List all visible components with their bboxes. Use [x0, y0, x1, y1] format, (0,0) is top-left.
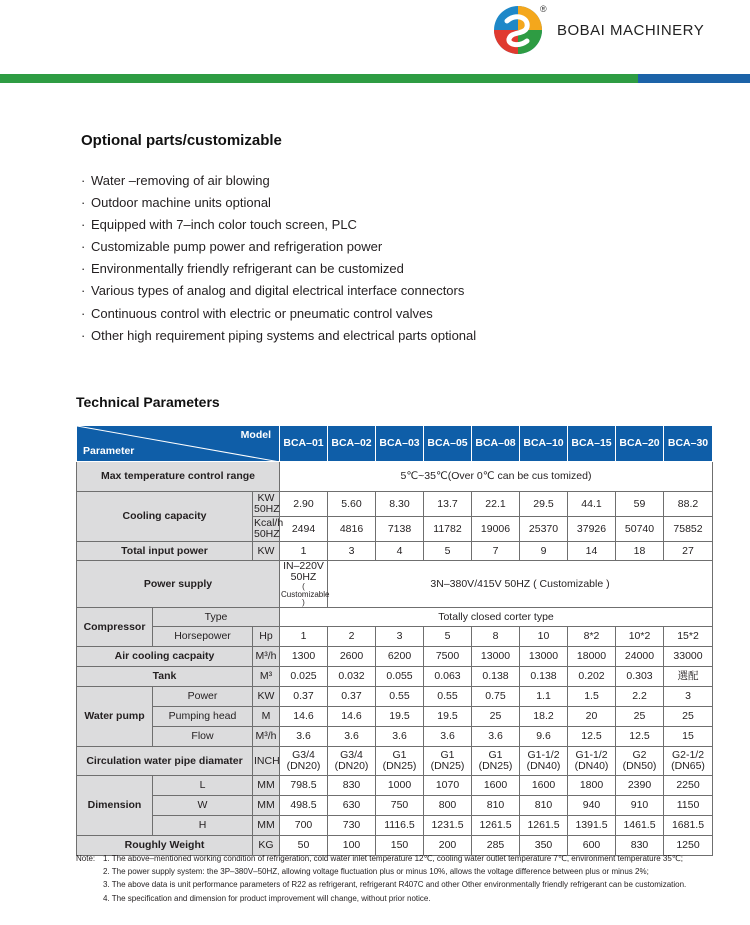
model-header-cell: BCA–03 [376, 426, 424, 462]
value-cell: 50740 [616, 517, 664, 542]
note-item: 2. The power supply system: the 3P–380V–50HZ, allowing voltage fluctuation plus or minus 10%, allows the voltage difference between plus or minus 2%; [103, 867, 649, 877]
optional-parts-title: Optional parts/customizable [81, 132, 282, 149]
row-label: Compressor [77, 608, 153, 647]
note-label: Note: [76, 854, 96, 863]
value-cell: 25 [664, 707, 713, 727]
compressor-type-row [77, 608, 713, 627]
value-cell: 19006 [472, 517, 520, 542]
note-item: 1. The above–mentioned working condition of refrigeration, cold water inlet temperature 12℃, cooling water outlet temperature 7℃, environment temperature 35℃; [103, 854, 684, 863]
value-cell: 19.5 [376, 707, 424, 727]
value-cell: 1681.5 [664, 816, 713, 836]
unit-cell: M³/h [253, 727, 280, 747]
value-cell: 0.75 [472, 687, 520, 707]
unit-cell: Kcal/h 50HZ [254, 517, 284, 540]
unit-cell: Hp [253, 627, 280, 647]
unit-cell: MM [253, 816, 280, 836]
list-item: · Other high requirement piping systems and electrical parts optional [81, 327, 477, 343]
value-cell: G1 (DN25) [376, 747, 424, 776]
value-cell: 1261.5 [472, 816, 520, 836]
value-cell: 14.6 [280, 707, 328, 727]
value-cell: G1 (DN25) [472, 747, 520, 776]
unit-cell: KW [253, 687, 280, 707]
tank-row [77, 667, 713, 687]
optional-parts-list [81, 172, 476, 349]
value-cell: G2-1/2 (DN65) [664, 747, 713, 776]
value-cell: 33000 [664, 647, 713, 667]
value-cell: 940 [568, 796, 616, 816]
input-power-row [77, 542, 713, 561]
value-cell: 100 [328, 836, 376, 856]
value-cell: 37926 [568, 517, 616, 542]
value-cell: 3N–380V/415V 50HZ ( Customizable ) [328, 561, 713, 608]
max-temp-row [77, 462, 713, 492]
value-cell: 13000 [520, 647, 568, 667]
value-cell: 1261.5 [520, 816, 568, 836]
value-cell: 7500 [424, 647, 472, 667]
value-cell: 1 [280, 627, 328, 647]
value-cell: G2 (DN50) [616, 747, 664, 776]
value-cell: 3.6 [328, 727, 376, 747]
value-cell: 150 [376, 836, 424, 856]
value-cell: 7138 [376, 517, 424, 542]
value-cell: 2390 [616, 776, 664, 796]
value-cell: 5 [424, 542, 472, 561]
value-cell: 285 [472, 836, 520, 856]
value-cell: 88.2 [664, 492, 713, 517]
value-cell: 75852 [664, 517, 713, 542]
value-cell: 25 [472, 707, 520, 727]
row-label: Total input power [77, 542, 253, 561]
power-supply-row [77, 561, 713, 608]
value-cell: 3 [376, 627, 424, 647]
value-cell: 0.55 [376, 687, 424, 707]
technical-parameters-table [76, 425, 713, 856]
value-cell: 2 [328, 627, 376, 647]
value-cell: 13.7 [424, 492, 472, 517]
value-cell: 1600 [472, 776, 520, 796]
row-label: Air cooling cacpaity [77, 647, 253, 667]
value-cell: 29.5 [520, 492, 568, 517]
sub-label: L [153, 776, 253, 796]
value-cell: 10*2 [616, 627, 664, 647]
value-cell: 9 [520, 542, 568, 561]
value-cell: 0.202 [568, 667, 616, 687]
value-cell: 19.5 [424, 707, 472, 727]
unit-cell: INCH [253, 747, 280, 776]
value-cell: 2.2 [616, 687, 664, 707]
sub-label: Type [153, 608, 280, 627]
value-cell: IN–220V 50HZ ( Customizable ) [281, 560, 330, 607]
pump-flow-row [77, 727, 713, 747]
value-cell: 選配 [664, 667, 713, 687]
value-cell: 3.6 [376, 727, 424, 747]
model-header-cell: BCA–20 [616, 426, 664, 462]
value-cell: G1 (DN25) [424, 747, 472, 776]
value-cell: 25 [616, 707, 664, 727]
list-item: · Environmentally friendly refrigerant can be customized [81, 261, 404, 277]
sub-label: Power [153, 687, 253, 707]
value-cell: 24000 [616, 647, 664, 667]
brand-name: BOBAI MACHINERY [557, 22, 705, 39]
value-cell: 50 [280, 836, 328, 856]
value-cell: 6200 [376, 647, 424, 667]
air-cooling-row [77, 647, 713, 667]
value-cell: G3/4 (DN20) [328, 747, 376, 776]
model-header-cell: BCA–10 [520, 426, 568, 462]
value-cell: 13000 [472, 647, 520, 667]
model-header-cell: BCA–05 [424, 426, 472, 462]
unit-cell: KW [253, 542, 280, 561]
value-cell: 0.37 [328, 687, 376, 707]
dimension-l-row [77, 776, 713, 796]
value-cell: 1461.5 [616, 816, 664, 836]
unit-cell: M³ [253, 667, 280, 687]
value-cell: 5℃~35℃(Over 0℃ can be cus tomized) [280, 462, 713, 492]
value-cell: 798.5 [280, 776, 328, 796]
value-cell: 830 [328, 776, 376, 796]
bobai-logo-icon [493, 5, 543, 55]
unit-cell: KW 50HZ [254, 492, 280, 515]
row-label: Circulation water pipe diamater [77, 747, 253, 776]
value-cell: 630 [328, 796, 376, 816]
value-cell: 498.5 [280, 796, 328, 816]
value-cell: 750 [376, 796, 424, 816]
value-cell: 44.1 [568, 492, 616, 517]
dimension-h-row [77, 816, 713, 836]
value-cell: 1.1 [520, 687, 568, 707]
unit-cell: KG [253, 836, 280, 856]
value-cell: 810 [472, 796, 520, 816]
value-cell: 18.2 [520, 707, 568, 727]
model-header-cell: BCA–01 [280, 426, 328, 462]
table-header-row [77, 426, 713, 462]
value-cell: 3.6 [424, 727, 472, 747]
pump-power-row [77, 687, 713, 707]
value-cell: 810 [520, 796, 568, 816]
value-cell: 20 [568, 707, 616, 727]
cooling-kw-row [77, 492, 713, 517]
value-cell: 0.032 [328, 667, 376, 687]
value-cell: 4816 [328, 517, 376, 542]
pump-head-row [77, 707, 713, 727]
sub-label: Flow [153, 727, 253, 747]
value-cell: 5.60 [328, 492, 376, 517]
value-cell: 700 [280, 816, 328, 836]
value-cell: 1070 [424, 776, 472, 796]
unit-cell: M [253, 707, 280, 727]
list-item: · Customizable pump power and refrigeration power [81, 239, 383, 255]
value-cell: 4 [376, 542, 424, 561]
value-cell: 730 [328, 816, 376, 836]
value-cell: 3.6 [280, 727, 328, 747]
value-cell: 0.138 [472, 667, 520, 687]
value-cell: 8 [472, 627, 520, 647]
model-header-cell: BCA–15 [568, 426, 616, 462]
value-cell: 12.5 [616, 727, 664, 747]
note-item: 4. The specification and dimension for product improvement will change, without prior notice. [103, 893, 431, 903]
value-cell: 10 [520, 627, 568, 647]
green-divider-bar [0, 74, 638, 83]
value-cell: 1391.5 [568, 816, 616, 836]
value-cell: 14 [568, 542, 616, 561]
value-cell: 1300 [280, 647, 328, 667]
dimension-w-row [77, 796, 713, 816]
value-cell: 15*2 [664, 627, 713, 647]
value-cell: 2600 [328, 647, 376, 667]
compressor-hp-row [77, 627, 713, 647]
value-cell: 1 [280, 542, 328, 561]
value-cell: 11782 [424, 517, 472, 542]
value-cell: 59 [616, 492, 664, 517]
value-cell: 2250 [664, 776, 713, 796]
value-cell: G3/4 (DN20) [280, 747, 328, 776]
sub-label: W [153, 796, 253, 816]
row-label: Tank [77, 667, 253, 687]
row-label: Power supply [77, 561, 280, 608]
unit-cell: MM [253, 776, 280, 796]
value-cell: 15 [664, 727, 713, 747]
pipe-row [77, 747, 713, 776]
sub-label: Pumping head [153, 707, 253, 727]
list-item: · Outdoor machine units optional [81, 195, 271, 211]
value-cell: G1-1/2 (DN40) [568, 747, 616, 776]
unit-cell: MM [253, 796, 280, 816]
value-cell: 350 [520, 836, 568, 856]
value-cell: 0.063 [424, 667, 472, 687]
value-cell: G1-1/2 (DN40) [520, 747, 568, 776]
page-header [0, 0, 750, 86]
value-cell: 1600 [520, 776, 568, 796]
value-cell: 830 [616, 836, 664, 856]
value-cell: 2.90 [280, 492, 328, 517]
notes-list [103, 852, 686, 905]
value-cell: 0.55 [424, 687, 472, 707]
value-cell: 800 [424, 796, 472, 816]
value-cell: 0.025 [280, 667, 328, 687]
value-cell: 2494 [280, 517, 328, 542]
blue-divider-bar [638, 74, 750, 83]
registered-mark: ® [540, 4, 547, 14]
list-item: · Continuous control with electric or pneumatic control valves [81, 305, 433, 321]
value-cell: 1.5 [568, 687, 616, 707]
technical-parameters-title: Technical Parameters [76, 394, 220, 410]
sub-label: H [153, 816, 253, 836]
model-header-cell: BCA–30 [664, 426, 713, 462]
value-cell: 27 [664, 542, 713, 561]
row-label: Max temperature control range [77, 462, 280, 492]
value-cell: Totally closed corter type [280, 608, 713, 627]
value-cell: 0.055 [376, 667, 424, 687]
value-cell: 3 [664, 687, 713, 707]
list-item: · Water –removing of air blowing [81, 173, 270, 188]
value-cell: 12.5 [568, 727, 616, 747]
list-item: · Various types of analog and digital electrical interface connectors [81, 283, 465, 299]
value-cell: 1231.5 [424, 816, 472, 836]
value-cell: 1150 [664, 796, 713, 816]
row-label: Roughly Weight [77, 836, 253, 856]
value-cell: 200 [424, 836, 472, 856]
value-cell: 8*2 [568, 627, 616, 647]
unit-cell: M³/h [253, 647, 280, 667]
value-cell: 0.37 [280, 687, 328, 707]
value-cell: 0.138 [520, 667, 568, 687]
value-cell: 18000 [568, 647, 616, 667]
value-cell: 1800 [568, 776, 616, 796]
model-header-cell: BCA–02 [328, 426, 376, 462]
value-cell: 14.6 [328, 707, 376, 727]
list-item: · Equipped with 7–inch color touch screen, PLC [81, 217, 357, 233]
value-cell: 3.6 [472, 727, 520, 747]
row-label: Water pump [77, 687, 153, 747]
sub-label: Horsepower [153, 627, 253, 647]
row-label: Dimension [77, 776, 153, 836]
row-label: Cooling capacity [77, 492, 253, 542]
value-cell: 18 [616, 542, 664, 561]
value-cell: 25370 [520, 517, 568, 542]
model-header-cell: BCA–08 [472, 426, 520, 462]
value-cell: 1116.5 [376, 816, 424, 836]
value-cell: 5 [424, 627, 472, 647]
value-cell: 1250 [664, 836, 713, 856]
value-cell: 22.1 [472, 492, 520, 517]
value-cell: 910 [616, 796, 664, 816]
value-cell: 600 [568, 836, 616, 856]
value-cell: 7 [472, 542, 520, 561]
value-cell: 8.30 [376, 492, 424, 517]
value-cell: 3 [328, 542, 376, 561]
value-cell: 1000 [376, 776, 424, 796]
value-cell: 0.303 [616, 667, 664, 687]
model-parameter-header: Model Parameter [77, 426, 280, 462]
value-cell: 9.6 [520, 727, 568, 747]
note-item: 3. The above data is unit performance parameters of R22 as refrigerant, refrigerant R407C and other Other environmentally friendly refrigerant can be customization. [103, 880, 687, 890]
